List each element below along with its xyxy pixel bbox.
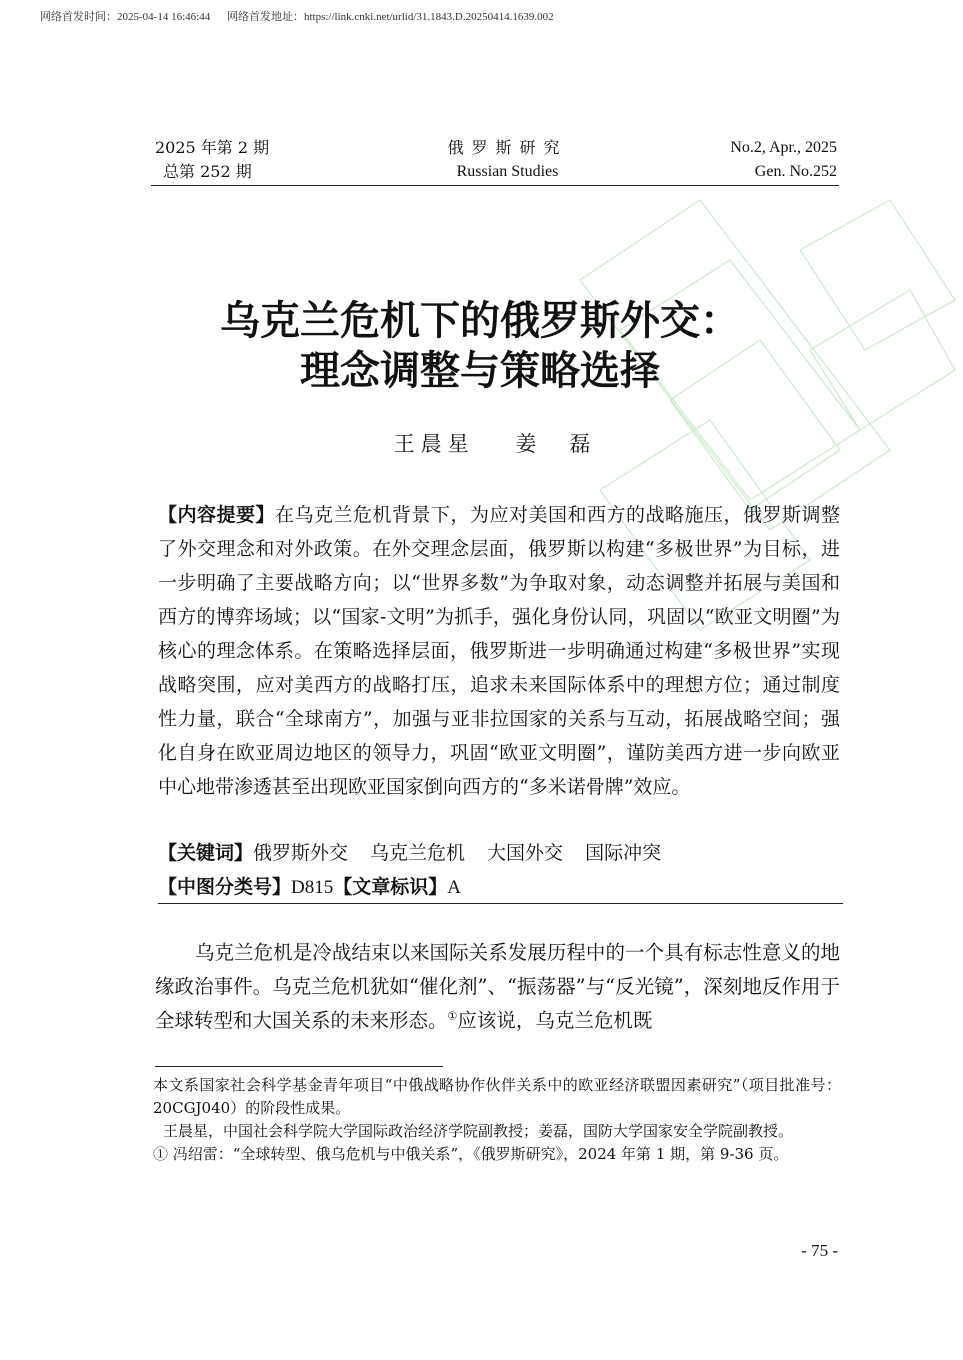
author-2: 姜 磊 [515, 432, 597, 456]
authors [0, 428, 963, 458]
keyword: 国际冲突 [585, 842, 662, 864]
doc-code-label: 【文章标识】 [333, 876, 448, 898]
keyword: 俄罗斯外交 [253, 842, 349, 864]
total-issue-cn: 总第 252 期 [163, 162, 252, 181]
clc-label: 【中图分类号】 [158, 876, 292, 898]
funding-note: 本文系国家社会科学基金青年项目“中俄战略协作伙伴关系中的欧亚经济联盟因素研究”（项目批准号：20CGJ040）的阶段性成果。 [153, 1076, 841, 1117]
header-rule [151, 185, 839, 186]
footnote-ref[interactable]: ① [447, 1009, 458, 1023]
online-address: 网络首发地址：https://link.cnki.net/urlid/31.1843.D.20250414.1639.002 [226, 11, 554, 23]
header-center [400, 136, 615, 184]
article-title [120, 296, 840, 396]
header-left [155, 136, 269, 184]
footnote-1: ① 冯绍雷：“全球转型、俄乌危机与中俄关系”，《俄罗斯研究》，2024 年第 1 期，第 9-36 页。 [153, 1145, 789, 1163]
issue-cn: 2025 年第 2 期 [155, 138, 270, 157]
keyword: 大国外交 [487, 842, 564, 864]
abstract-label: 【内容提要】 [158, 504, 275, 526]
title-line-2: 理念调整与策略选择 [300, 348, 660, 394]
journal-name-cn: 俄罗斯研究 [447, 138, 568, 157]
author-1: 王晨星 [393, 432, 475, 456]
header-right [730, 136, 837, 184]
clc-code: D815 [291, 877, 334, 898]
classification [158, 870, 461, 905]
abstract-text: 在乌克兰危机背景下，为应对美国和西方的战略施压，俄罗斯调整了外交理念和对外政策。在外交理念层面，俄罗斯以构建“多极世界”为目标，进一步明确了主要战略方向；以“世界多数”为争取对象，动态调整并拓展与美国和西方的博弈场域；以“国家-文明”为抓手，强化身份认同，巩固以“欧亚文明圈”为核心的理念体系。在策略选择层面，俄罗斯进一步明确通过构建“多极世界”实现战略突围，应对美西方的战略打压，追求未来国际体系中的理想方位；通过制度性力量，联合“全球南方”，加强与亚非拉国家的关系与互动，拓展战略空间；强化自身在欧亚周边地区的领导力，巩固“欧亚文明圈”，谨防美西方进一步向欧亚中心地带渗透甚至出现欧亚国家倒向西方的“多米诺骨牌”效应。 [158, 504, 840, 798]
keywords-label: 【关键词】 [158, 842, 254, 864]
keyword: 乌克兰危机 [370, 842, 466, 864]
footnotes [153, 1074, 841, 1166]
issue-en: No.2, Apr., 2025 [730, 139, 837, 156]
cnki-online-info [40, 8, 568, 24]
author-note: 王晨星，中国社会科学院大学国际政治经济学院副教授；姜磊，国防大学国家安全学院副教授。 [163, 1122, 794, 1140]
abstract-rule [158, 903, 843, 904]
keywords [158, 836, 683, 870]
page-number: - 75 - [801, 1241, 838, 1260]
footnote-rule [155, 1066, 443, 1067]
paragraph-text-cont: 应该说，乌克兰危机既 [457, 1009, 653, 1032]
paragraph-text: 乌克兰危机是冷战结束以来国际关系发展历程中的一个具有标志性意义的地缘政治事件。乌克兰危机犹如“催化剂”、“振荡器”与“反光镜”，深刻地反作用于全球转型和大国关系的未来形态。 [155, 941, 840, 1032]
title-line-1: 乌克兰危机下的俄罗斯外交： [220, 298, 740, 344]
journal-name-en: Russian Studies [456, 163, 559, 180]
doc-code: A [447, 877, 461, 898]
body-paragraph [155, 936, 840, 1038]
abstract [158, 498, 840, 804]
online-time: 网络首发时间：2025-04-14 16:46:44 [40, 11, 211, 23]
total-issue-en: Gen. No.252 [754, 163, 837, 180]
